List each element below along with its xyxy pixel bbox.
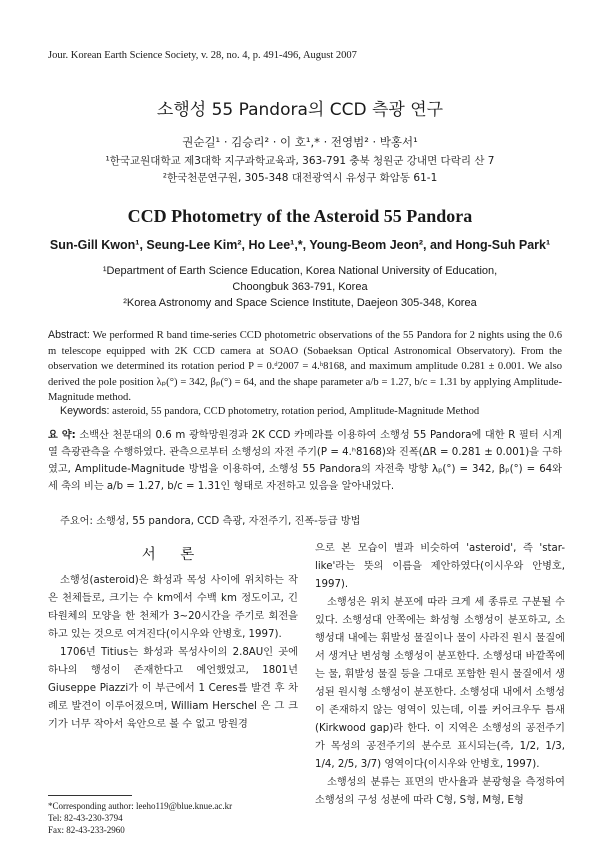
paragraph: 소행성은 위치 분포에 따라 크게 세 종류로 구분될 수 있다. 소행성대 안쪽에는 화성형 소행성이 분포하고, 소행성대 내에는 휘발성 물질이나 물이 사라진 원시 물질에서 생겨난 변성형 소행성이 분포한다. 소행성대 바깥쪽에는 물, 휘발성 물질 등을 그대로 포함한 원시 물질에서 생성된 원시형 소행성이 분포한다. 소행성대 내에서 소행성이 존재하지 않는 영역이 있는데, 이를 커어크우두 틈새(Kirkwood gap)라 한다. 이 지역은 소행성의 공전주기가 목성의 공전주기의 분수로 표시되는(즉, 1/2, 1/3, 1/4, 2/5, 3/7) 영역이다(이시우와 안병호, 1997). (315, 597, 565, 770)
english-affiliation-line-2: Choongbuk 363-791, Korea (232, 281, 368, 293)
abstract-text: We performed R band time-series CCD photometric observations of the 55 Pandora for 2 nights using the 0.6 m telescope equipped with 2K CCD camera at SOAO (Sobaeksan Optical Astronomical Observatory). From the observation we determined its rotation period P = 0.ᵈ2007 = 4.ʰ8168, and maximum amplitude 0.281 ± 0.001. We also derived the pole position λₚ(°) = 342, βₚ(°) = 64, and the shape parameter a/b = 1.27, b/c = 1.31 by applying Amplitude-Magnitude method. (48, 330, 562, 403)
keywords-label: Keywords: (60, 405, 110, 417)
footnote-divider (48, 795, 132, 796)
paragraph: 으로 본 모습이 별과 비슷하여 'asteroid', 즉 'star-like'라는 뜻의 이름을 제안하였다(이시우와 안병호, 1997). (315, 543, 565, 590)
paragraph: 1706년 Titius는 화성과 목성사이의 2.8AU인 곳에 하나의 행성이 존재한다고 예언했었고, 1801년 Giuseppe Piazzi가 이 부근에서 1 Ceres를 발견 후 차례로 발견이 이루어졌으며, William Herschel 은 그 크기가 너무 작아서 육안으로 볼 수 없고 망원경 (48, 647, 298, 730)
section-heading-introduction: 서 론 (141, 547, 205, 563)
korean-affiliation-1: ¹한국교원대학교 제3대학 지구과학교육과, 363-791 충북 청원군 강내면 다락리 산 7 (105, 155, 495, 167)
fax-footnote: Fax: 82-43-233-2960 (48, 825, 125, 835)
korean-keywords (60, 512, 560, 527)
left-column (48, 572, 298, 734)
korean-keywords-text: 소행성, 55 pandora, CCD 측광, 자전주기, 진폭-등급 방법 (92, 516, 361, 527)
korean-affiliation-2: ²한국천문연구원, 305-348 대전광역시 유성구 화암동 61-1 (162, 172, 438, 184)
right-column (315, 540, 565, 810)
footnotes (48, 800, 232, 836)
paragraph: 소행성의 분류는 표면의 반사율과 분광형을 측정하여 소행성의 구성 성분에 따라 C형, S형, M형, E형 (315, 777, 565, 806)
korean-abstract-label: 요 약: (48, 430, 76, 441)
korean-abstract-text: 소백산 천문대의 0.6 m 광학망원경과 2K CCD 카메라를 이용하여 소행성 55 Pandora에 대한 R 필터 시계열 측광관측을 수행하였다. 관측으로부터 소행성의 자전 주기(P = 4.ʰ8168)와 진폭(ΔR = 0.281 ± 0.001)을 구하였고, Amplitude-Magnitude 방법을 이용하여, 소행성 55 Pandora의 자전축 방향 λₚ(°) = 342, βₚ(°) = 64와 세 축의 비는 a/b = 1.27, b/c = 1.31인 형태로 자전하고 있음을 알아내었다. (48, 430, 562, 492)
english-affiliation-line-1: ¹Department of Earth Science Education, Korea National University of Education, (102, 265, 498, 277)
keywords-text: asteroid, 55 pandora, CCD photometry, rotation period, Amplitude-Magnitude Method (109, 406, 480, 417)
keywords (60, 405, 560, 417)
english-affiliation-line-3: ²Korea Astronomy and Space Science Institute, Daejeon 305-348, Korea (123, 297, 477, 309)
english-authors: Sun-Gill Kwon¹, Seung-Lee Kim², Ho Lee¹,*, Young-Beom Jeon², and Hong-Suh Park¹ (49, 238, 551, 252)
korean-title: 소행성 55 Pandora의 CCD 측광 연구 (156, 100, 444, 120)
abstract-label: Abstract: (48, 329, 90, 341)
journal-reference: Jour. Korean Earth Science Society, v. 28, no. 4, p. 491-496, August 2007 (48, 50, 357, 61)
corresponding-author-footnote: *Corresponding author: leeho119@blue.knue.ac.kr (48, 801, 233, 811)
tel-footnote: Tel: 82-43-230-3794 (48, 813, 123, 823)
paragraph: 소행성(asteroid)은 화성과 목성 사이에 위치하는 작은 천체들로, 크기는 수 km에서 수백 km 정도이고, 긴 타원체의 모양을 한 천체가 3~20시간을 주기로 회전을 하고 있는 것으로 여겨진다(이시우와 안병호, 1997). (48, 575, 298, 640)
korean-authors: 권순길¹ · 김승리² · 이 호¹,* · 전영범² · 박홍서¹ (182, 135, 418, 149)
abstract (48, 328, 562, 406)
english-title: CCD Photometry of the Asteroid 55 Pandora (127, 206, 473, 226)
korean-abstract (48, 427, 562, 495)
korean-keywords-label: 주요어: (60, 516, 93, 527)
